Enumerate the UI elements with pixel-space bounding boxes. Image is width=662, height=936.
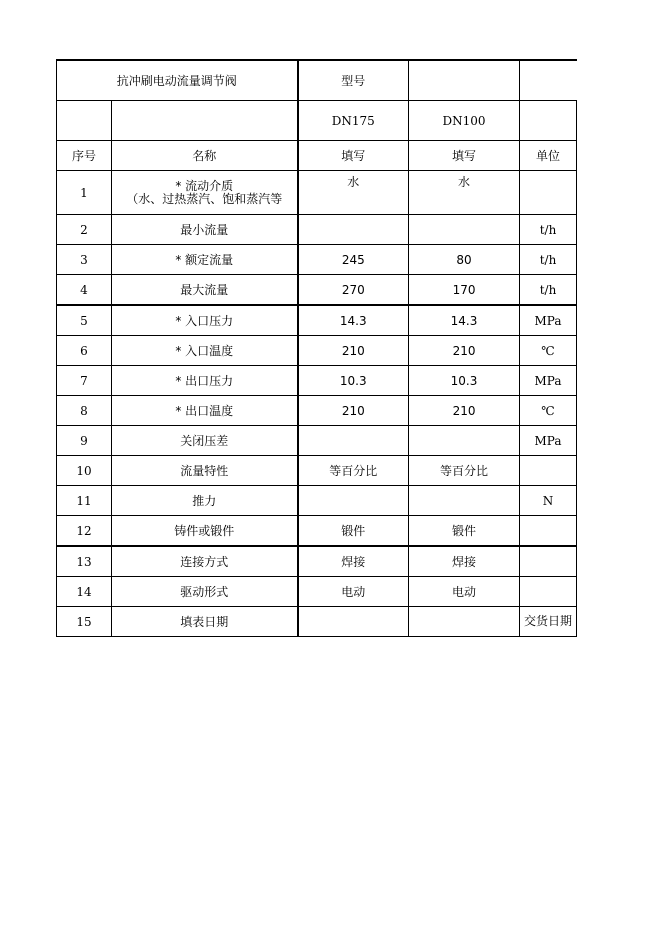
- row-index: 6: [57, 336, 112, 366]
- table-row: [57, 396, 577, 426]
- row-value-2: 170: [409, 275, 520, 306]
- model-blank-cell: [409, 60, 520, 101]
- row-value-2: 电动: [409, 577, 520, 607]
- row-value-2: [409, 486, 520, 516]
- table-row: [57, 336, 577, 366]
- model-label-cell: 型号: [298, 60, 409, 101]
- column-index-header: 序号: [57, 141, 112, 171]
- row-name: * 入口温度: [112, 336, 298, 366]
- row-value-1: [298, 426, 409, 456]
- row-value-1: 14.3: [298, 305, 409, 336]
- table-row: [57, 171, 577, 215]
- row-index: 2: [57, 215, 112, 245]
- row-name: [112, 171, 298, 215]
- row-index: 13: [57, 546, 112, 577]
- row-name: 连接方式: [112, 546, 298, 577]
- row-value-2: 210: [409, 396, 520, 426]
- row-name: * 额定流量: [112, 245, 298, 275]
- model-value-2: DN100: [409, 101, 520, 141]
- row-name: * 出口温度: [112, 396, 298, 426]
- spec-table: [56, 59, 577, 637]
- row-value-2: 210: [409, 336, 520, 366]
- column-header-row: [57, 141, 577, 171]
- row-name: 推力: [112, 486, 298, 516]
- row-value-2: 锻件: [409, 516, 520, 547]
- table-row: [57, 426, 577, 456]
- table-row: [57, 607, 577, 637]
- row-unit: [520, 456, 577, 486]
- row-value-1: 电动: [298, 577, 409, 607]
- row-unit: MPa: [520, 426, 577, 456]
- row-name: * 入口压力: [112, 305, 298, 336]
- row-value-2: 焊接: [409, 546, 520, 577]
- row-name: 铸件或锻件: [112, 516, 298, 547]
- table-row: [57, 275, 577, 306]
- row-value-1: [298, 607, 409, 637]
- row-value-2: 80: [409, 245, 520, 275]
- row-index: 12: [57, 516, 112, 547]
- row-index: 3: [57, 245, 112, 275]
- row-unit: 交货日期: [520, 607, 577, 637]
- row-unit: [520, 577, 577, 607]
- row-index: 4: [57, 275, 112, 306]
- row-index: 10: [57, 456, 112, 486]
- row-unit: [520, 171, 577, 215]
- row-unit: t/h: [520, 245, 577, 275]
- row-index: 5: [57, 305, 112, 336]
- row-unit: ℃: [520, 336, 577, 366]
- row-unit: N: [520, 486, 577, 516]
- row-index: 1: [57, 171, 112, 215]
- table-row: [57, 245, 577, 275]
- row-value-2: [409, 607, 520, 637]
- row-value-2: 14.3: [409, 305, 520, 336]
- row-value-2: 等百分比: [409, 456, 520, 486]
- row-value-2: 10.3: [409, 366, 520, 396]
- table-row: [57, 305, 577, 336]
- row-name: 最大流量: [112, 275, 298, 306]
- row-name: 最小流量: [112, 215, 298, 245]
- model-row-blank-unit: [520, 101, 577, 141]
- row-index: 14: [57, 577, 112, 607]
- header-row-product: [57, 60, 577, 101]
- table-row: [57, 215, 577, 245]
- column-unit-header: 单位: [520, 141, 577, 171]
- table-row: [57, 577, 577, 607]
- model-extra-cell: [520, 60, 577, 101]
- spec-sheet: [56, 59, 576, 637]
- model-row-blank-index: [57, 101, 112, 141]
- row-value-1: 270: [298, 275, 409, 306]
- row-value-1: 锻件: [298, 516, 409, 547]
- row-value-1: 等百分比: [298, 456, 409, 486]
- column-fill-header-2: 填写: [409, 141, 520, 171]
- row-name-line-1: * 流动介质: [175, 178, 234, 193]
- row-value-1: [298, 486, 409, 516]
- row-name: 流量特性: [112, 456, 298, 486]
- row-unit: MPa: [520, 366, 577, 396]
- row-name: * 出口压力: [112, 366, 298, 396]
- row-value-1: 10.3: [298, 366, 409, 396]
- row-value-2: [409, 215, 520, 245]
- row-value-1: 焊接: [298, 546, 409, 577]
- table-row: [57, 366, 577, 396]
- row-value-1: 水: [298, 171, 409, 215]
- table-row: [57, 516, 577, 547]
- row-value-1: 245: [298, 245, 409, 275]
- model-row-blank-name: [112, 101, 298, 141]
- column-name-header: 名称: [112, 141, 298, 171]
- row-value-1: [298, 215, 409, 245]
- row-index: 8: [57, 396, 112, 426]
- row-unit: [520, 546, 577, 577]
- row-unit: ℃: [520, 396, 577, 426]
- row-unit: [520, 516, 577, 547]
- row-name: 驱动形式: [112, 577, 298, 607]
- row-value-2: 水: [409, 171, 520, 215]
- row-value-2: [409, 426, 520, 456]
- row-value-1: 210: [298, 336, 409, 366]
- row-name: 关闭压差: [112, 426, 298, 456]
- column-fill-header-1: 填写: [298, 141, 409, 171]
- header-row-model: [57, 101, 577, 141]
- row-index: 9: [57, 426, 112, 456]
- row-unit: t/h: [520, 275, 577, 306]
- row-name: 填表日期: [112, 607, 298, 637]
- table-row: [57, 486, 577, 516]
- row-index: 7: [57, 366, 112, 396]
- row-index: 15: [57, 607, 112, 637]
- row-unit: MPa: [520, 305, 577, 336]
- row-value-1: 210: [298, 396, 409, 426]
- product-name-cell: 抗冲刷电动流量调节阀: [57, 60, 298, 101]
- table-row: [57, 456, 577, 486]
- row-name-line-2: （水、过热蒸汽、饱和蒸汽等: [126, 191, 283, 206]
- row-index: 11: [57, 486, 112, 516]
- table-row: [57, 546, 577, 577]
- row-unit: t/h: [520, 215, 577, 245]
- model-value-1: DN175: [298, 101, 409, 141]
